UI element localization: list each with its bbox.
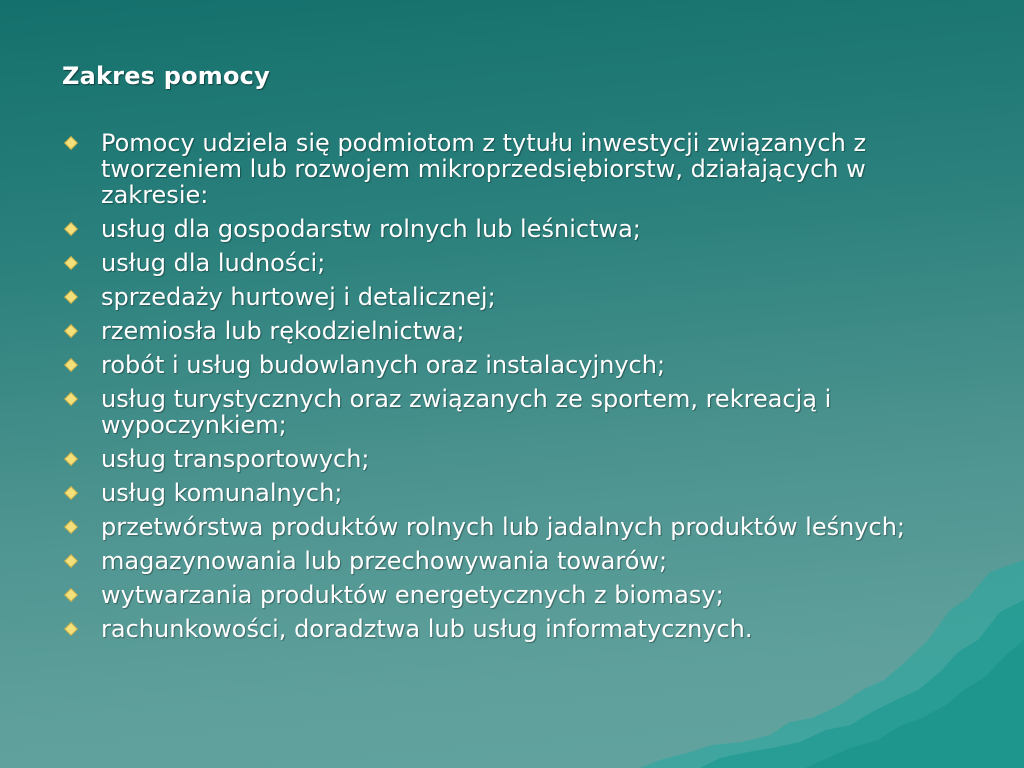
bullet-text: sprzedaży hurtowej i detalicznej; — [101, 283, 496, 311]
diamond-icon — [65, 521, 76, 532]
bullet-item — [62, 514, 962, 540]
bullet-text: usług turystycznych oraz związanych ze sportem, rekreacją i wypoczynkiem; — [101, 385, 832, 439]
diamond-icon — [65, 453, 76, 464]
bullet-item — [62, 216, 962, 242]
diamond-icon — [65, 589, 76, 600]
bullet-text: usług dla gospodarstw rolnych lub leśnictwa; — [101, 215, 641, 243]
bullet-item — [62, 616, 962, 642]
bullet-text: Pomocy udziela się podmiotom z tytułu inwestycji związanych z tworzeniem lub rozwojem mikroprzedsiębiorstw, działających w zakresie: — [101, 129, 867, 209]
bullet-text: wytwarzania produktów energetycznych z biomasy; — [101, 581, 724, 609]
bullet-text: przetwórstwa produktów rolnych lub jadalnych produktów leśnych; — [101, 513, 905, 541]
bullet-item — [62, 284, 962, 310]
diamond-icon — [65, 555, 76, 566]
diamond-icon — [65, 325, 76, 336]
diamond-icon — [65, 359, 76, 370]
bullet-item — [62, 548, 962, 574]
bullet-text: usług transportowych; — [101, 445, 370, 473]
diamond-icon — [65, 623, 76, 634]
diamond-icon — [65, 137, 76, 148]
bullet-text: rachunkowości, doradztwa lub usług informatycznych. — [101, 615, 753, 643]
bullet-text: magazynowania lub przechowywania towarów; — [101, 547, 668, 575]
bullet-item — [62, 130, 962, 208]
bullet-item — [62, 250, 962, 276]
bullet-item — [62, 582, 962, 608]
diamond-icon — [65, 487, 76, 498]
bullet-list — [62, 130, 962, 650]
bullet-text: usług dla ludności; — [101, 249, 326, 277]
diamond-icon — [65, 393, 76, 404]
bullet-item — [62, 352, 962, 378]
bullet-text: usług komunalnych; — [101, 479, 343, 507]
bullet-text: robót i usług budowlanych oraz instalacyjnych; — [101, 351, 666, 379]
bullet-item — [62, 318, 962, 344]
bullet-item — [62, 480, 962, 506]
bullet-text: rzemiosła lub rękodzielnictwa; — [101, 317, 465, 345]
slide-title: Zakres pomocy — [62, 62, 270, 90]
bullet-item — [62, 446, 962, 472]
bullet-item — [62, 386, 962, 438]
diamond-icon — [65, 257, 76, 268]
diamond-icon — [65, 223, 76, 234]
diamond-icon — [65, 291, 76, 302]
